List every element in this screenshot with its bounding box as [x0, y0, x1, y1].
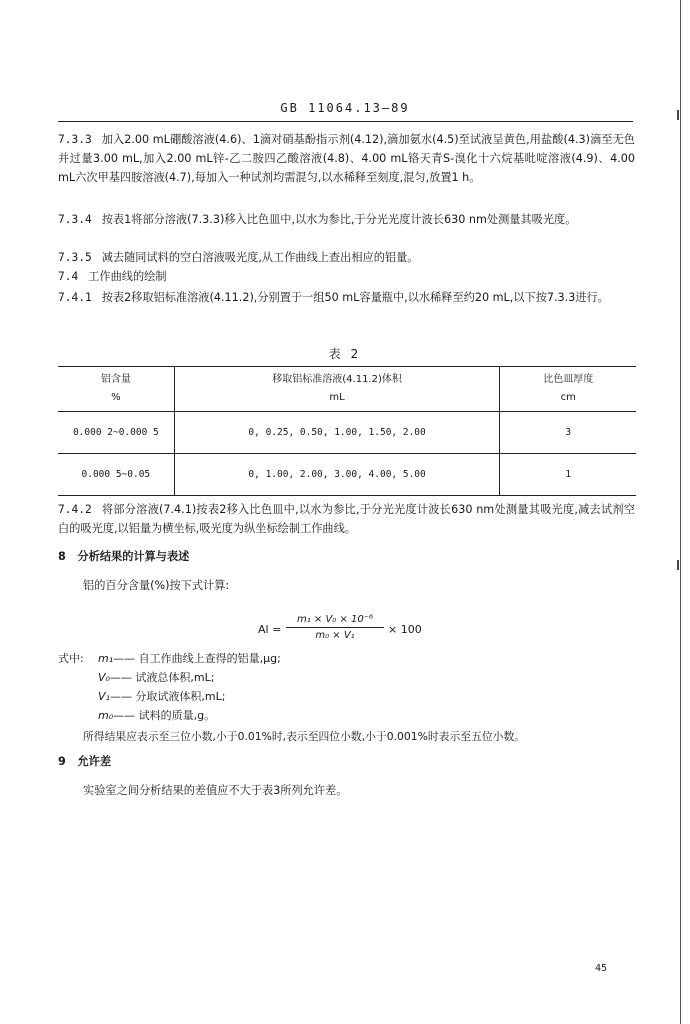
calculation-intro: 铝的百分含量(%)按下式计算:	[83, 579, 230, 592]
clause-7-3-4	[58, 210, 635, 229]
header-standard-volume: 移取铝标准溶液(4.11.2)体积 mL	[174, 367, 500, 412]
cell-range: 0.000 2~0.000 5	[58, 412, 174, 454]
cell-range: 0.000 5~0.05	[58, 454, 174, 496]
legend-item: m₁—— 自工作曲线上查得的铝量,μg;	[98, 652, 281, 665]
clause-7-4-heading	[58, 267, 635, 286]
formula-denominator: m₀ × V₁	[315, 630, 355, 641]
clause-text: 按表1将部分溶液(7.3.3)移入比色皿中,以水为参比,于分光光度计波长630 nm处测量其吸光度。	[101, 213, 577, 226]
page-edge-line	[680, 0, 681, 1024]
table-row	[58, 454, 636, 496]
header-aluminium-content: 铝含量 %	[58, 367, 174, 412]
clause-text: 按表2移取铝标准溶液(4.11.2),分别置于一组50 mL容量瓶中,以水稀释至约20 mL,以下按7.3.3进行。	[101, 291, 609, 304]
clause-text: 将部分溶液(7.4.1)按表2移入比色皿中,以水为参比,于分光光度计波长630 nm处测量其吸光度,减去试剂空白的吸光度,以铝量为横坐标,吸光度为纵坐标绘制工作曲线。	[58, 503, 635, 535]
clause-7-4-1	[58, 288, 635, 307]
clause-number: 7.4.1	[58, 291, 92, 304]
clause-number: 7.4.2	[58, 503, 92, 516]
cell-thickness: 3	[500, 412, 636, 454]
table-row	[58, 412, 636, 454]
clause-text: 工作曲线的绘制	[88, 270, 167, 283]
clause-number: 7.3.4	[58, 213, 92, 226]
clause-7-3-5	[58, 248, 635, 267]
header-cell-thickness: 比色皿厚度 cm	[500, 367, 636, 412]
cell-volumes: 0, 0.25, 0.50, 1.00, 1.50, 2.00	[174, 412, 500, 454]
section-8-heading: 8 分析结果的计算与表述	[58, 550, 190, 563]
legend-item: V₀—— 试液总体积,mL;	[98, 671, 215, 684]
formula-numerator: m₁ × V₀ × 10⁻⁶	[286, 612, 384, 628]
formula-rhs: × 100	[388, 623, 422, 636]
page-edge-mark	[677, 560, 679, 570]
header-rule	[58, 121, 633, 122]
legend-item: V₁—— 分取试液体积,mL;	[98, 690, 226, 703]
formula-fraction	[286, 612, 384, 643]
standard-header: GB 11064.13—89	[280, 101, 410, 115]
clause-number: 7.3.5	[58, 251, 92, 264]
aluminium-formula	[258, 612, 438, 648]
legend-intro: 式中:	[58, 652, 84, 665]
clause-7-4-2	[58, 500, 635, 538]
formula-lhs: Al =	[258, 623, 282, 636]
page-number: 45	[595, 963, 608, 974]
clause-number: 7.3.3	[58, 133, 92, 146]
table-caption: 表 2	[328, 347, 362, 361]
clause-7-3-3	[58, 130, 635, 187]
section-9-heading: 9 允许差	[58, 755, 112, 768]
clause-text: 加入2.00 mL硼酸溶液(4.6)、1滴对硝基酚指示剂(4.12),滴加氨水(4.5)至试液呈黄色,用盐酸(4.3)滴至无色并过量3.00 mL,加入2.00 mL锌-乙二胺四乙酸溶液(4.8)、4.00 mL铬天青S-溴化十六烷基吡啶溶液(4.9)、4.00 mL六次甲基四胺溶液(4.7),每加入一种试剂均需混匀,以水稀释至刻度,混匀,放置1 h。	[58, 133, 635, 184]
legend-item: m₀—— 试料的质量,g。	[98, 709, 216, 722]
tolerance-text: 实验室之间分析结果的差值应不大于表3所列允许差。	[83, 784, 348, 797]
clause-number: 7.4	[58, 270, 79, 283]
cell-thickness: 1	[500, 454, 636, 496]
result-precision-note: 所得结果应表示至三位小数,小于0.01%时,表示至四位小数,小于0.001%时表示至五位小数。	[83, 730, 526, 743]
cell-volumes: 0, 1.00, 2.00, 3.00, 4.00, 5.00	[174, 454, 500, 496]
table-header-row	[58, 367, 636, 412]
table-2	[58, 366, 636, 496]
clause-text: 减去随同试料的空白溶液吸光度,从工作曲线上查出相应的铝量。	[101, 251, 419, 264]
